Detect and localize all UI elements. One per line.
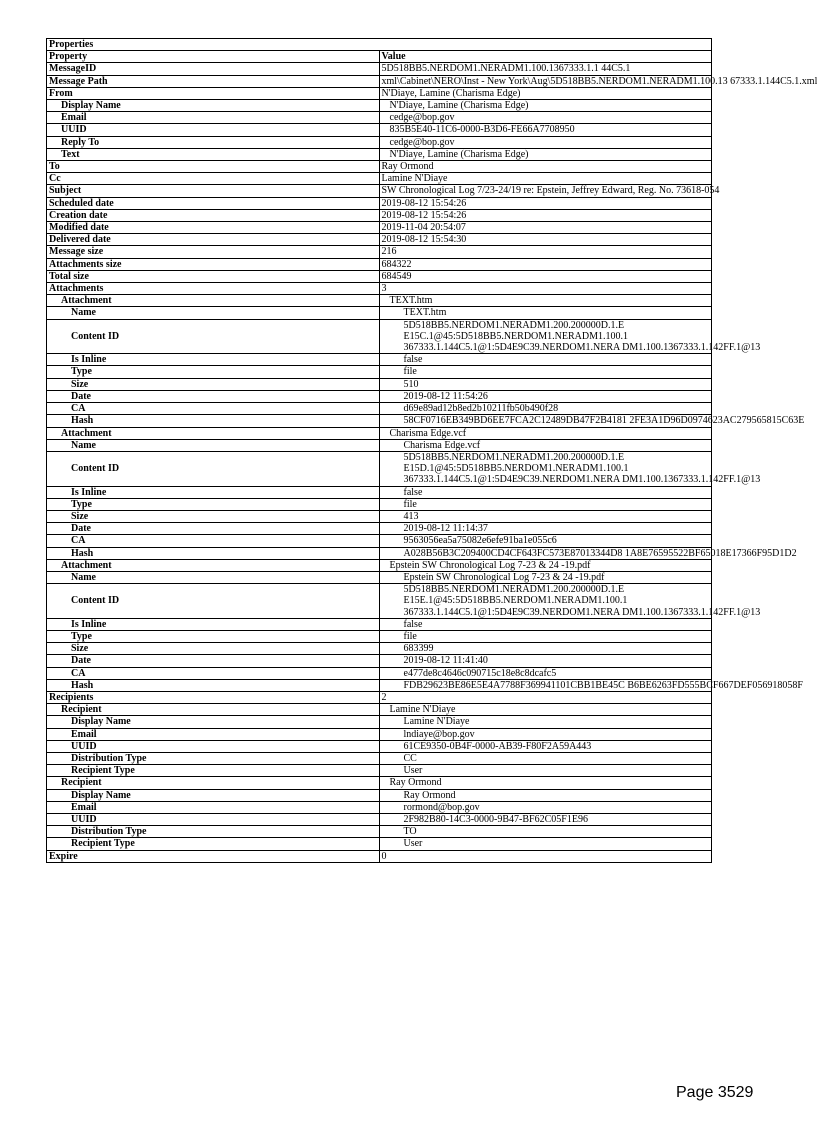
table-title: Properties (47, 39, 712, 51)
property-value (379, 427, 712, 439)
table-row (47, 87, 712, 99)
property-value (379, 87, 712, 99)
property-name: Attachments size (47, 258, 380, 270)
property-name: Name (47, 307, 380, 319)
property-name: Attachment (47, 295, 380, 307)
property-name: UUID (47, 124, 380, 136)
table-row (47, 197, 712, 209)
table-header-row (47, 51, 712, 63)
property-value-line: 684322 (381, 258, 412, 270)
property-value-line: 9563056ea5a75082e6efe91ba1e055c6 (403, 535, 557, 547)
table-row (47, 439, 712, 451)
table-row (47, 258, 712, 270)
property-value (379, 403, 712, 415)
property-value-line: 684549 (381, 270, 412, 282)
property-value-line: xml\Cabinet\NERO\Inst - New York\Aug\5D518BB5.NERDOM1.NERADM1.100.13 67333.1.144C5.1.xml (381, 75, 817, 87)
property-name: Date (47, 655, 380, 667)
property-name: Total size (47, 270, 380, 282)
table-row (47, 307, 712, 319)
property-name: Display Name (47, 789, 380, 801)
table-row (47, 704, 712, 716)
properties-table (46, 38, 817, 863)
property-name: Email (47, 801, 380, 813)
property-name: Creation date (47, 209, 380, 221)
property-value (379, 571, 712, 583)
property-value (379, 185, 720, 197)
property-value-line: Ray Ormond (381, 161, 434, 173)
property-value (379, 100, 712, 112)
property-name: Name (47, 439, 380, 451)
property-value (379, 283, 712, 295)
property-name: Hash (47, 547, 380, 559)
property-value-line: 835B5E40-11C6-0000-B3D6-FE66A7708950 (389, 124, 575, 136)
property-value-line: N'Diaye, Lamine (Charisma Edge) (389, 148, 529, 160)
property-value-line: cedge@bop.gov (389, 112, 455, 124)
property-name: Is Inline (47, 354, 380, 366)
property-value (379, 716, 712, 728)
property-value (379, 752, 712, 764)
property-name: Recipient Type (47, 765, 380, 777)
property-name: Hash (47, 415, 380, 427)
property-value-line: 2019-08-12 11:54:26 (403, 390, 488, 402)
property-value-line: file (403, 366, 417, 378)
property-name: Delivered date (47, 234, 380, 246)
table-row (47, 801, 712, 813)
property-value-line: Charisma Edge.vcf (389, 427, 467, 439)
table-row (47, 295, 712, 307)
property-value (379, 354, 712, 366)
property-value-line: false (403, 618, 423, 630)
property-value-line: file (403, 498, 417, 510)
table-title-row (47, 39, 712, 51)
property-value (379, 618, 712, 630)
property-value (379, 826, 712, 838)
table-row (47, 498, 712, 510)
property-value-line: Lamine N'Diaye (403, 716, 470, 728)
table-row (47, 354, 712, 366)
property-value (379, 246, 712, 258)
property-value (379, 415, 805, 427)
table-row (47, 185, 712, 197)
property-name: Scheduled date (47, 197, 380, 209)
property-value (379, 63, 712, 75)
property-value (379, 390, 712, 402)
property-name: Date (47, 390, 380, 402)
property-name: Is Inline (47, 486, 380, 498)
property-name: Distribution Type (47, 826, 380, 838)
table-row (47, 283, 712, 295)
property-value (379, 838, 712, 850)
table-row (47, 161, 712, 173)
property-value-line: false (403, 486, 423, 498)
property-value-line: 367333.1.144C5.1@1:5D4E9C39.NERDOM1.NERA DM1.100.1367333.1.142FF.1@13 (403, 474, 761, 486)
property-value (379, 777, 712, 789)
property-name: Email (47, 112, 380, 124)
property-value-line: 2019-08-12 15:54:26 (381, 209, 467, 221)
table-row (47, 765, 712, 777)
table-row (47, 571, 712, 583)
property-value (379, 547, 797, 559)
table-row (47, 630, 712, 642)
property-value-line: E15C.1@45:5D518BB5.NERDOM1.NERADM1.100.1 (403, 330, 628, 342)
table-row (47, 643, 712, 655)
property-name: Type (47, 498, 380, 510)
table-row (47, 415, 712, 427)
property-name: Message size (47, 246, 380, 258)
property-value-line: file (403, 630, 417, 642)
property-name: Type (47, 630, 380, 642)
property-name: Distribution Type (47, 752, 380, 764)
property-name: Date (47, 523, 380, 535)
property-value-line: E15D.1@45:5D518BB5.NERDOM1.NERADM1.100.1 (403, 463, 629, 475)
property-value-line: User (403, 765, 423, 777)
property-name: Is Inline (47, 618, 380, 630)
property-name: Size (47, 378, 380, 390)
property-name: Content ID (47, 319, 380, 354)
property-value-line: lndiaye@bop.gov (403, 728, 475, 740)
table-row (47, 427, 712, 439)
property-name: Text (47, 148, 380, 160)
property-name: Reply To (47, 136, 380, 148)
property-value-line: Ray Ormond (389, 777, 442, 789)
property-name: Type (47, 366, 380, 378)
table-row (47, 246, 712, 258)
property-value (379, 136, 712, 148)
property-value (379, 366, 712, 378)
table-row (47, 728, 712, 740)
table-row (47, 63, 712, 75)
property-value-line: 413 (403, 510, 419, 522)
property-name: Display Name (47, 100, 380, 112)
property-value-line: false (403, 354, 423, 366)
property-value-line: 61CE9350-0B4F-0000-AB39-F80F2A59A443 (403, 740, 592, 752)
property-value-line: 367333.1.144C5.1@1:5D4E9C39.NERDOM1.NERA DM1.100.1367333.1.142FF.1@13 (403, 606, 761, 618)
column-header-value: Value (379, 51, 712, 63)
property-value-line: Lamine N'Diaye (389, 704, 456, 716)
property-value-line: 683399 (403, 643, 434, 655)
property-value (379, 307, 712, 319)
column-header-property: Property (47, 51, 380, 63)
property-name: Attachment (47, 559, 380, 571)
property-name: UUID (47, 740, 380, 752)
property-value-line: FDB29623BE86E5E4A7788F369941101CBB1BE45C B6BE6263FD555BCF667DEF056918058F (403, 679, 803, 691)
property-value (379, 814, 712, 826)
property-value (379, 124, 712, 136)
table-row (47, 777, 712, 789)
property-name: Message Path (47, 75, 380, 87)
table-row (47, 222, 712, 234)
property-name: Attachments (47, 283, 380, 295)
property-value (379, 667, 712, 679)
table-row (47, 234, 712, 246)
property-value-line: 5D518BB5.NERDOM1.NERADM1.100.1367333.1.1 44C5.1 (381, 63, 631, 75)
property-value-line: Ray Ormond (403, 789, 456, 801)
table-row (47, 716, 712, 728)
table-row (47, 510, 712, 522)
property-value-line: 2 (381, 691, 387, 703)
property-name: Hash (47, 679, 380, 691)
property-value (379, 197, 712, 209)
property-value (379, 655, 712, 667)
property-value (379, 270, 712, 282)
table-row (47, 319, 712, 354)
property-name: To (47, 161, 380, 173)
property-value (379, 173, 712, 185)
property-value (379, 209, 712, 221)
property-name: Expire (47, 850, 380, 862)
property-name: Size (47, 510, 380, 522)
property-value-line: 2F982B80-14C3-0000-9B47-BF62C05F1E96 (403, 814, 588, 825)
property-name: Recipients (47, 691, 380, 703)
property-name: Email (47, 728, 380, 740)
property-value-line: N'Diaye, Lamine (Charisma Edge) (381, 87, 521, 99)
table-row (47, 838, 712, 850)
table-row (47, 752, 712, 764)
property-value-line: SW Chronological Log 7/23-24/19 re: Epstein, Jeffrey Edward, Reg. No. 73618-054 (381, 185, 720, 197)
table-row (47, 535, 712, 547)
table-row (47, 403, 712, 415)
property-name: UUID (47, 814, 380, 826)
table-row (47, 547, 712, 559)
property-value (379, 75, 817, 87)
property-value (379, 161, 712, 173)
property-value (379, 740, 712, 752)
property-value-line: rormond@bop.gov (403, 801, 480, 813)
table-row (47, 378, 712, 390)
property-value (379, 451, 761, 486)
property-value (379, 498, 712, 510)
property-value-line: 58CF0716EB349BD6EE7FCA2C12489DB47F2B4181 2FE3A1D96D0974623AC279565815C63E (403, 415, 805, 427)
table-row (47, 75, 712, 87)
table-row (47, 850, 712, 862)
property-value-line: A028B56B3C209400CD4CF643FC573E87013344D8 1A8E76595522BF65018E17366F95D1D2 (403, 547, 797, 559)
property-name: Modified date (47, 222, 380, 234)
property-value-line: E15E.1@45:5D518BB5.NERDOM1.NERADM1.100.1 (403, 595, 628, 607)
page-number: Page 3529 (676, 1084, 754, 1101)
property-value-line: TO (403, 826, 417, 838)
property-name: Cc (47, 173, 380, 185)
table-row (47, 740, 712, 752)
property-name: Recipient Type (47, 838, 380, 850)
property-name: From (47, 87, 380, 99)
property-value-line: 5D518BB5.NERDOM1.NERADM1.200.200000D.1.E (403, 584, 625, 596)
property-value (379, 728, 712, 740)
table-row (47, 173, 712, 185)
property-value-line: 2019-08-12 15:54:30 (381, 234, 467, 246)
property-value-line: 216 (381, 246, 397, 258)
table-row (47, 136, 712, 148)
property-value-line: 3 (381, 283, 387, 295)
property-value-line: Epstein SW Chronological Log 7-23 & 24 -19.pdf (403, 571, 605, 583)
table-row (47, 789, 712, 801)
property-value-line: 2019-08-12 11:14:37 (403, 523, 488, 535)
property-name: Display Name (47, 716, 380, 728)
property-value-line: TEXT.htm (403, 307, 447, 319)
table-row (47, 100, 712, 112)
property-value (379, 643, 712, 655)
property-value-line: 0 (381, 850, 387, 862)
property-value (379, 789, 712, 801)
property-value-line: 367333.1.144C5.1@1:5D4E9C39.NERDOM1.NERA DM1.100.1367333.1.142FF.1@13 (403, 342, 761, 354)
property-value (379, 486, 712, 498)
property-value (379, 765, 712, 777)
table-row (47, 486, 712, 498)
table-row (47, 667, 712, 679)
property-value-line: N'Diaye, Lamine (Charisma Edge) (389, 100, 529, 112)
property-value-line: Charisma Edge.vcf (403, 439, 481, 451)
property-name: CA (47, 535, 380, 547)
property-value (379, 295, 712, 307)
property-name: CA (47, 403, 380, 415)
property-value-line: 2019-11-04 20:54:07 (381, 222, 466, 234)
property-value (379, 378, 712, 390)
property-name: Recipient (47, 777, 380, 789)
property-name: Recipient (47, 704, 380, 716)
table-row (47, 679, 712, 691)
property-value-line: Epstein SW Chronological Log 7-23 & 24 -19.pdf (389, 559, 591, 571)
property-value (379, 801, 712, 813)
property-name: Subject (47, 185, 380, 197)
table-row (47, 390, 712, 402)
table-row (47, 584, 712, 619)
table-row (47, 270, 712, 282)
property-value (379, 148, 712, 160)
table-row (47, 209, 712, 221)
property-name: Content ID (47, 584, 380, 619)
property-value-line: 2019-08-12 15:54:26 (381, 197, 467, 209)
property-value (379, 112, 712, 124)
property-name: Content ID (47, 451, 380, 486)
property-value-line: cedge@bop.gov (389, 136, 455, 148)
table-row (47, 691, 712, 703)
table-row (47, 451, 712, 486)
table-row (47, 814, 712, 826)
property-value (379, 704, 712, 716)
property-value (379, 584, 761, 619)
property-value-line: TEXT.htm (389, 295, 433, 307)
property-name: Name (47, 571, 380, 583)
property-value-line: e477de8c4646c090715c18e8c8dcafc5 (403, 667, 557, 679)
property-value (379, 319, 761, 354)
table-row (47, 559, 712, 571)
property-value-line: Lamine N'Diaye (381, 173, 448, 185)
property-name: Size (47, 643, 380, 655)
property-name: CA (47, 667, 380, 679)
property-value (379, 559, 712, 571)
table-row (47, 124, 712, 136)
property-value (379, 234, 712, 246)
table-row (47, 148, 712, 160)
property-value (379, 691, 712, 703)
property-value (379, 850, 712, 862)
property-value-line: CC (403, 752, 417, 764)
property-value (379, 258, 712, 270)
property-value (379, 510, 712, 522)
property-value (379, 535, 712, 547)
property-value (379, 222, 712, 234)
property-name: MessageID (47, 63, 380, 75)
property-value-line: d69e89ad12b8ed2b10211fb50b490f28 (403, 403, 559, 415)
property-value-line: 5D518BB5.NERDOM1.NERADM1.200.200000D.1.E (403, 451, 625, 463)
property-value (379, 439, 712, 451)
table-row (47, 523, 712, 535)
table-row (47, 826, 712, 838)
property-value-line: 2019-08-12 11:41:40 (403, 655, 488, 667)
property-value (379, 630, 712, 642)
table-row (47, 366, 712, 378)
property-name: Attachment (47, 427, 380, 439)
table-row (47, 618, 712, 630)
property-value (379, 679, 803, 691)
table-row (47, 112, 712, 124)
property-value (379, 523, 712, 535)
property-value-line: 5D518BB5.NERDOM1.NERADM1.200.200000D.1.E (403, 319, 625, 331)
properties-table-body (47, 39, 817, 863)
table-row (47, 655, 712, 667)
property-value-line: 510 (403, 378, 419, 390)
property-value-line: User (403, 838, 423, 850)
